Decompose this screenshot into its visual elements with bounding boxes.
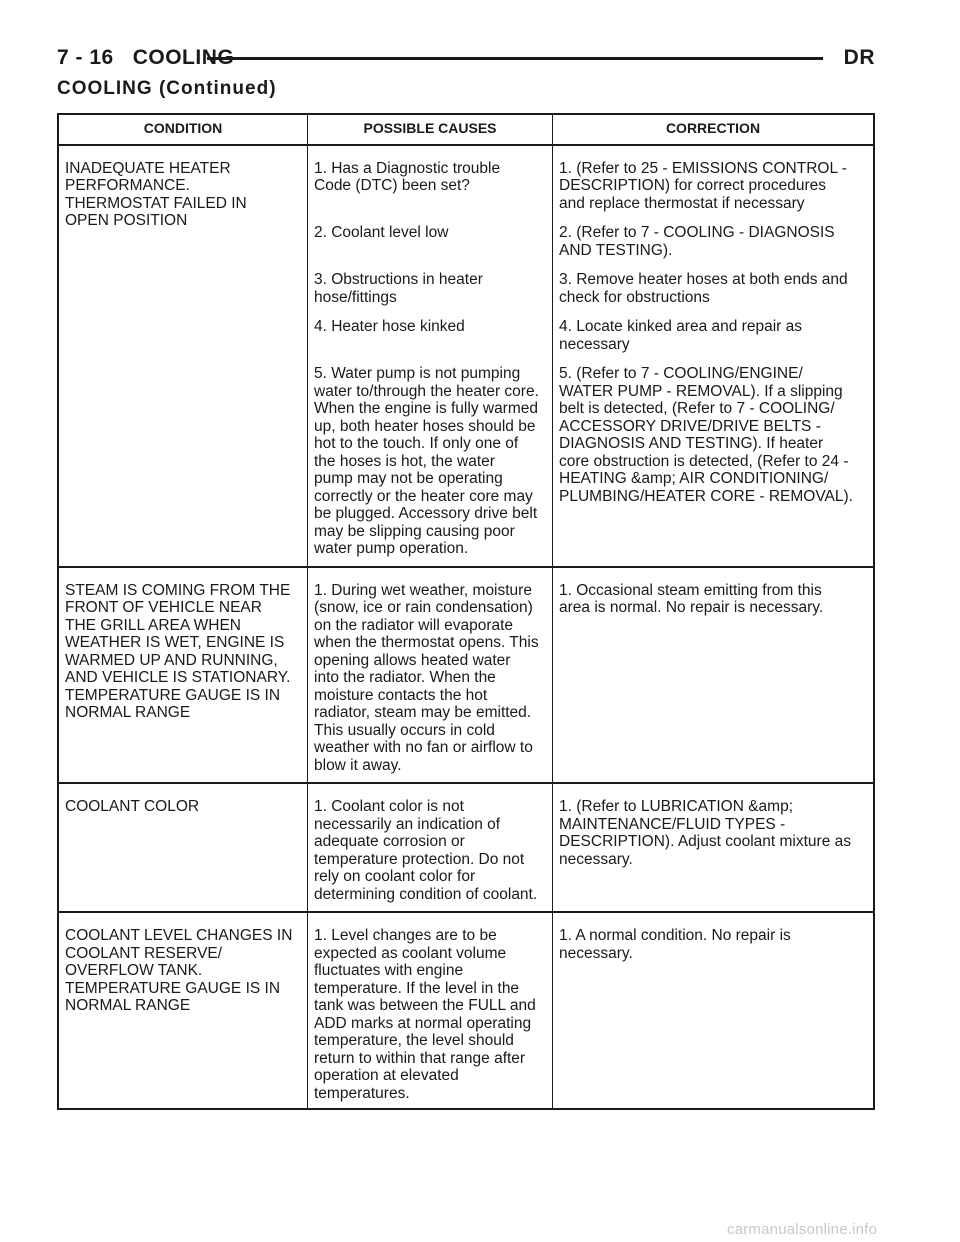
cause-cell: 2. Coolant level low [308, 218, 553, 265]
header-rule [207, 57, 823, 60]
cause-cell: 4. Heater hose kinked [308, 312, 553, 359]
column-header-causes: POSSIBLE CAUSES [308, 114, 553, 145]
table-row [58, 145, 874, 219]
watermark-text: carmanualsonline.info [727, 1221, 878, 1238]
correction-cell: 1. (Refer to LUBRICATION &amp; MAINTENANCE/FLUID TYPES - DESCRIPTION). Adjust coolant mixture as necessary. [553, 783, 875, 912]
condition-cell: COOLANT COLOR [58, 783, 308, 912]
diagnosis-table [57, 113, 875, 1110]
table-row [58, 783, 874, 912]
condition-cell: INADEQUATE HEATER PERFORMANCE. THERMOSTAT FAILED IN OPEN POSITION [58, 145, 308, 567]
condition-cell: STEAM IS COMING FROM THE FRONT OF VEHICLE NEAR THE GRILL AREA WHEN WEATHER IS WET, ENGINE IS WARMED UP AND RUNNING, AND VEHICLE IS STATIONARY. TEMPERATURE GAUGE IS IN NORMAL RANGE [58, 567, 308, 784]
cause-cell: 1. Level changes are to be expected as coolant volume fluctuates with engine temperature. If the level in the tank was between the FULL and ADD marks at normal operating temperature, the level should return to within that range after operation at elevated temperatures. [308, 912, 553, 1109]
page-header [57, 42, 875, 72]
condition-cell: COOLANT LEVEL CHANGES IN COOLANT RESERVE/ OVERFLOW TANK. TEMPERATURE GAUGE IS IN NORMAL RANGE [58, 912, 308, 1109]
correction-cell: 1. (Refer to 25 - EMISSIONS CONTROL - DESCRIPTION) for correct procedures and replace thermostat if necessary [559, 159, 847, 212]
correction-cell: 1. Occasional steam emitting from this area is normal. No repair is necessary. [553, 567, 875, 784]
correction-cell: 1. A normal condition. No repair is necessary. [559, 927, 791, 962]
model-code: DR [843, 46, 875, 69]
cause-cell: 5. Water pump is not pumping water to/through the heater core. When the engine is fully warmed up, both heater hoses should be hot to the touch. If only one of the hoses is hot, the water pump may not be operating correctly or the heater core may be plugged. Accessory drive belt may be slipping causing poor water pump operation. [308, 359, 553, 567]
correction-cell: 2. (Refer to 7 - COOLING - DIAGNOSIS AND TESTING). [559, 224, 835, 259]
correction-cell: 5. (Refer to 7 - COOLING/ENGINE/ WATER PUMP - REMOVAL). If a slipping belt is detected, (Refer to 7 - COOLING/ ACCESSORY DRIVE/DRIVE BELTS - DIAGNOSIS AND TESTING). If heater core obstruction is detected, (Refer to 24 - HEATING &amp; AIR CONDITIONING/ PLUMBING/HEATER CORE - REMOVAL). [553, 359, 875, 567]
page-section-label: 7 - 16 COOLING [57, 46, 235, 69]
correction-cell: 3. Remove heater hoses at both ends and check for obstructions [559, 271, 848, 306]
column-header-correction: CORRECTION [553, 114, 875, 145]
column-header-condition: CONDITION [58, 114, 308, 145]
cause-cell: 1. During wet weather, moisture (snow, ice or rain condensation) on the radiator will evaporate when the thermostat opens. This opening allows heated water into the radiator. When the moisture contacts the hot radiator, steam may be emitted. This usually occurs in cold weather with no fan or airflow to blow it away. [308, 567, 553, 784]
cause-cell: 1. Coolant color is not necessarily an indication of adequate corrosion or temperature protection. Do not rely on coolant color for determining condition of coolant. [308, 783, 553, 912]
table-row [58, 912, 874, 1109]
cause-cell: 1. Has a Diagnostic trouble Code (DTC) been set? [308, 145, 553, 219]
table-header-row [58, 114, 874, 145]
table-row [58, 567, 874, 784]
cause-cell: 3. Obstructions in heater hose/fittings [308, 265, 553, 312]
page-subtitle: COOLING (Continued) [57, 78, 277, 99]
correction-cell: 4. Locate kinked area and repair as necessary [559, 318, 802, 353]
